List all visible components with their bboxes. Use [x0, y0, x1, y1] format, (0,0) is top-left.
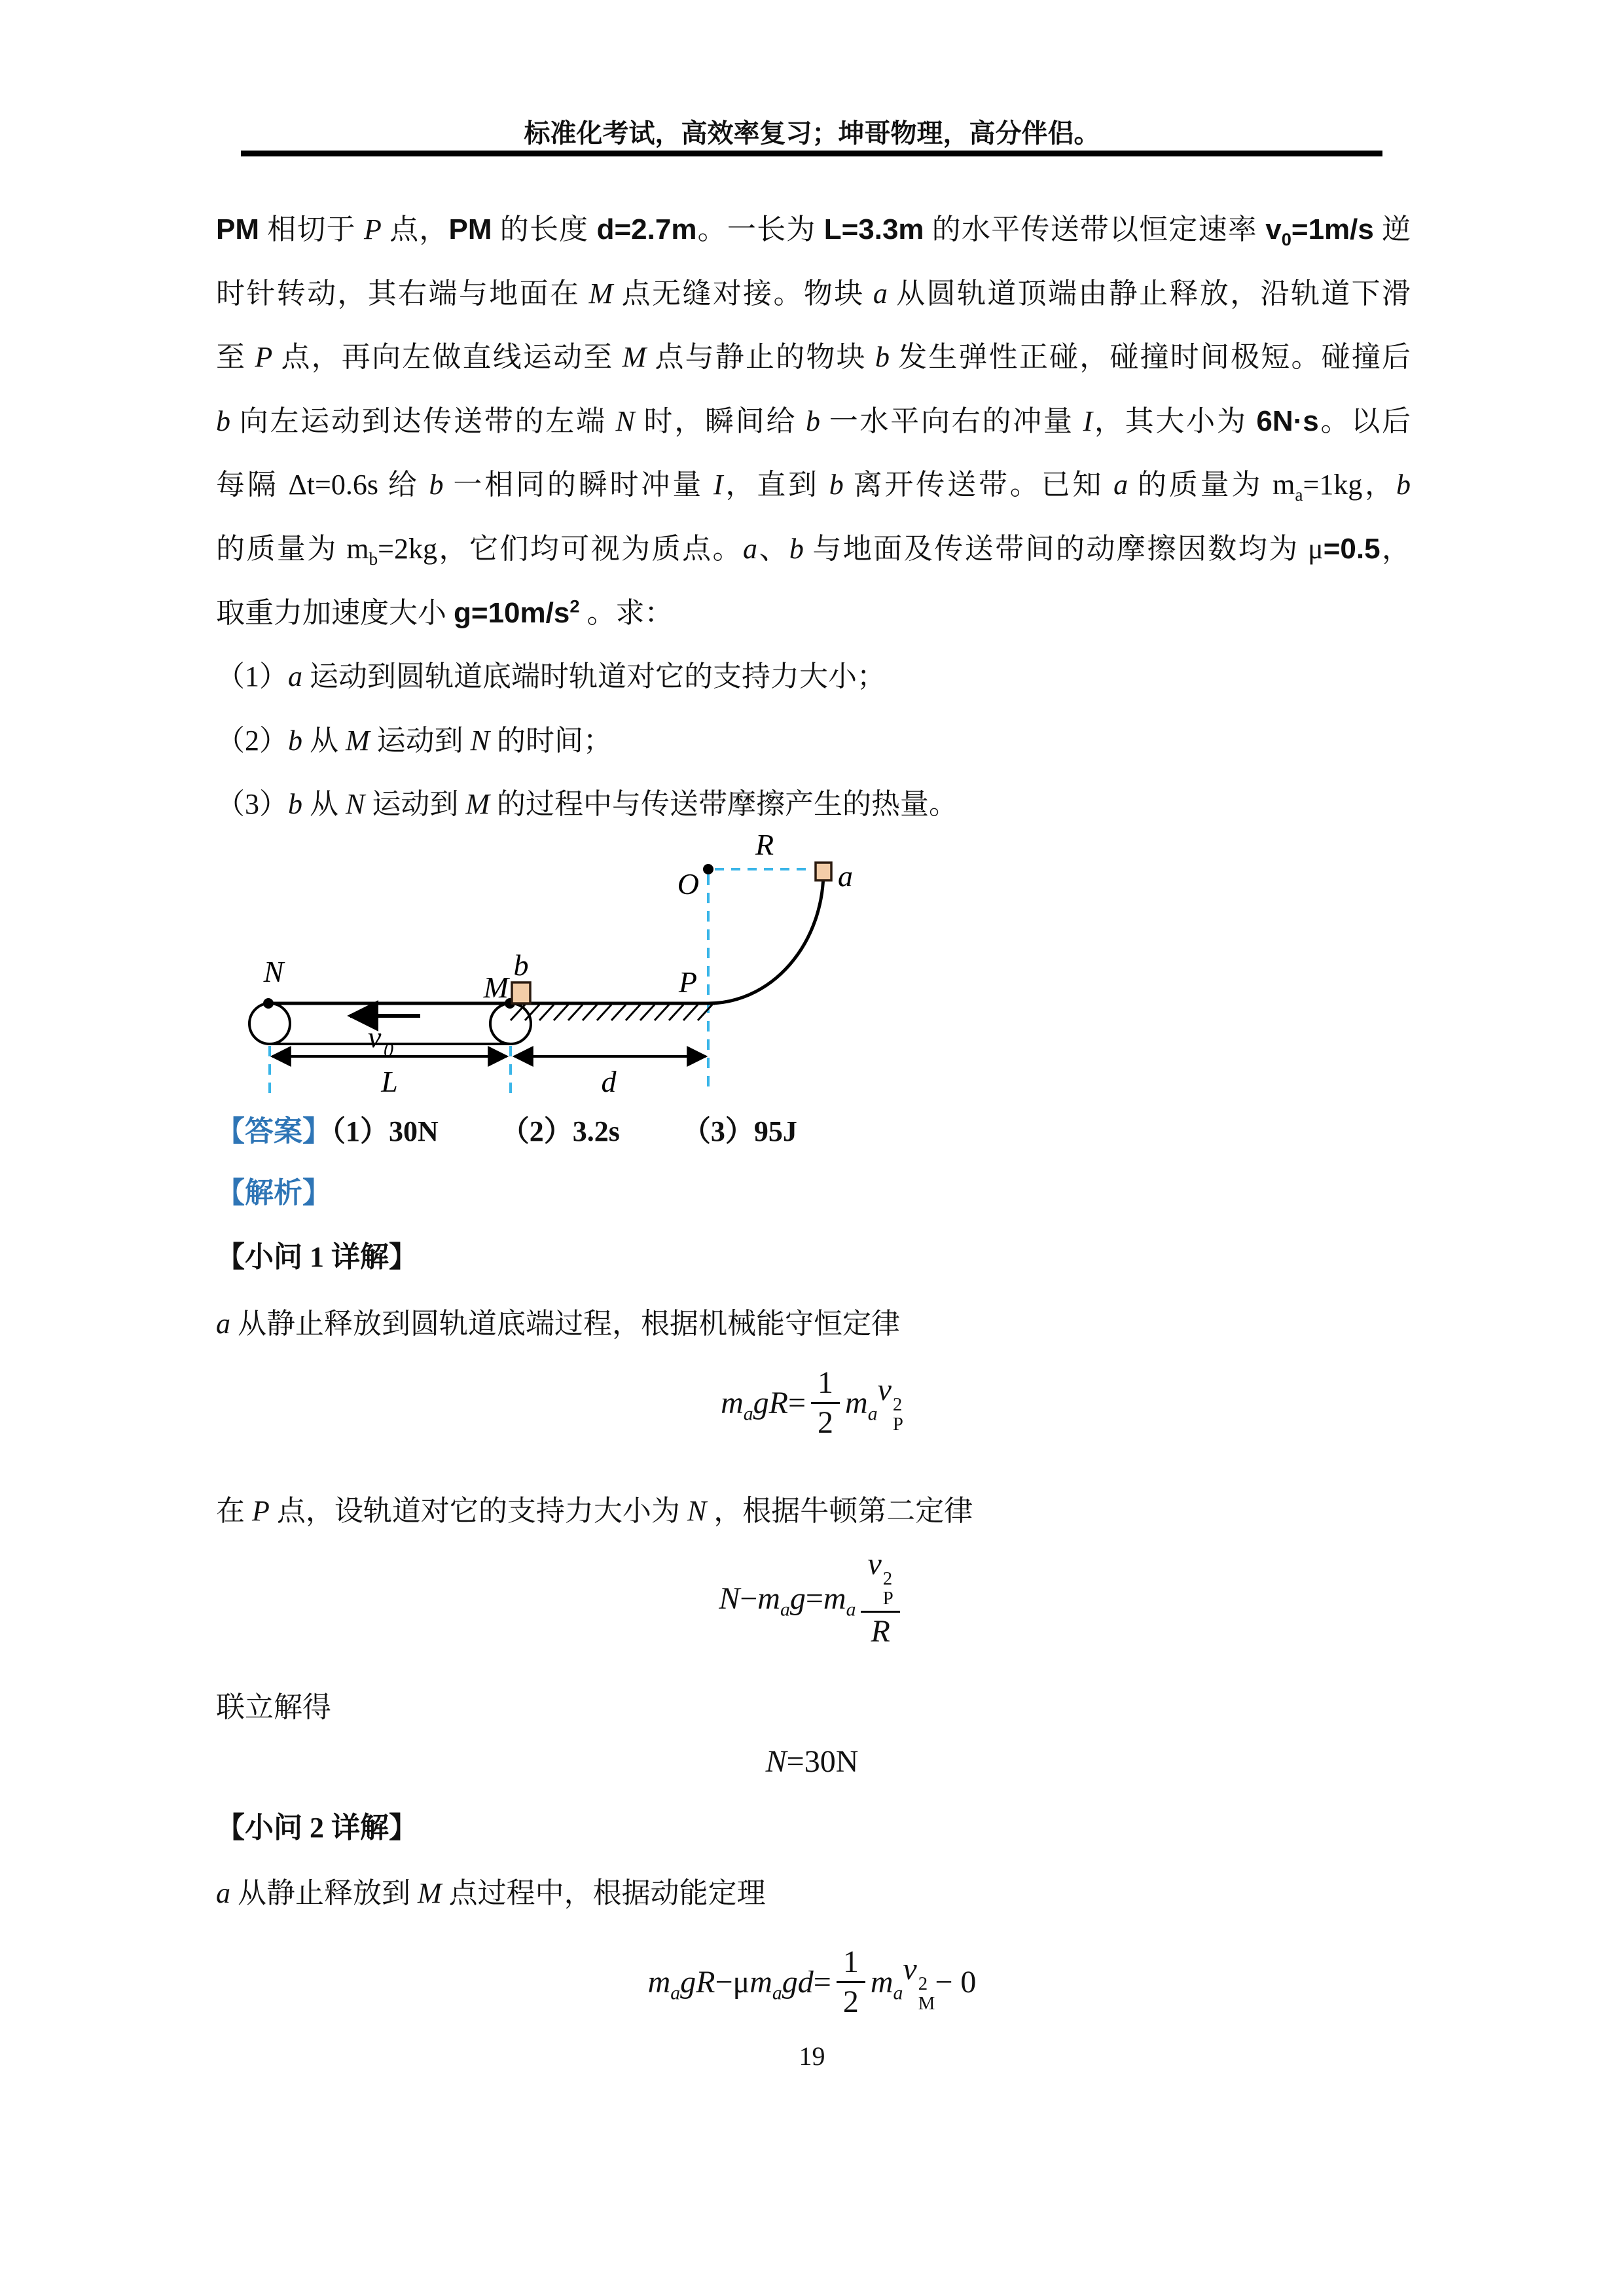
problem-line-1: PM 相切于 P 点，PM 的长度 d=2.7m。一长为 L=3.3m 的水平传送带以恒定速率 $v_0=1m/s$ 逆 — [216, 213, 1411, 249]
belt-roller-right — [490, 1003, 531, 1044]
answer-item-1: （1）30N — [331, 1115, 439, 1147]
physics-setup-figure — [216, 823, 936, 1098]
problem-line-7: 取重力加速度大小 $g=10m/s^2$ 。求： — [216, 596, 674, 629]
subquestion-1-title: 【小问 1 详解】 — [216, 1241, 418, 1273]
answer-item-2: （2）3.2s — [500, 1115, 620, 1147]
figure-label-M: M — [483, 971, 509, 1004]
problem-line-4: b 向左运动到达传送带的左端 N 时，瞬间给 b 一水平向右的冲量 I，其大小为 6N·s。以后 — [216, 405, 1411, 437]
subquestion-2-title: 【小问 2 详解】 — [216, 1812, 418, 1844]
answer-row — [216, 1107, 859, 1149]
point-N-dot — [263, 998, 274, 1009]
formula-result-N: N = 30N — [765, 1744, 859, 1779]
formula-energy-conservation: $m_a$ gR = $\frac{1}{2}$ $m_a$ v 2 P — [721, 1365, 903, 1440]
formula-newton-second-law: N − $m_a$ g = $m_a$ v 2 P R — [0, 1539, 1624, 1657]
question-1: （1）a 运动到圆轨道底端时轨道对它的支持力大小； — [216, 660, 886, 692]
figure-label-O: O — [677, 867, 699, 901]
figure-label-v0: v — [368, 1020, 382, 1054]
solution-2-text-1: a 从静止释放到 M 点过程中，根据动能定理 — [216, 1877, 766, 1909]
solution-1-text-3: 联立解得 — [216, 1691, 331, 1723]
block-b — [512, 982, 530, 1003]
problem-line-2: 时针转动，其右端与地面在 M 点无缝对接。物块 a 从圆轨道顶端由静止释放，沿轨道下滑 — [216, 278, 1411, 310]
problem-line-5: 每隔 Δt=0.6s 给 b 一相同的瞬时冲量 I，直到 b 离开传送带。已知 a 的质量为 $m_a=1kg$，b — [216, 469, 1411, 505]
figure-label-d: d — [601, 1065, 617, 1098]
circular-arc-track — [708, 871, 823, 1003]
ground-hatching — [511, 1005, 712, 1020]
header-divider-line — [241, 151, 1382, 156]
belt-roller-left — [249, 1003, 290, 1044]
solution-1-text-1: a 从静止释放到圆轨道底端过程，根据机械能守恒定律 — [216, 1308, 900, 1340]
question-3: （3）b 从 N 运动到 M 的过程中与传送带摩擦产生的热量。 — [216, 788, 958, 820]
figure-label-N: N — [263, 955, 284, 988]
answer-label: 【答案】 — [216, 1115, 331, 1147]
question-2: （2）b 从 M 运动到 N 的时间； — [216, 725, 613, 757]
formula-work-energy-theorem: $m_a$ gR − μ $m_a$ gd = $\frac{1}{2}$ $m_a$ v 2 M − 0 — [647, 1944, 977, 2019]
answer-item-3: （3）95J — [681, 1115, 797, 1147]
analysis-label: 【解析】 — [216, 1177, 331, 1209]
block-a — [816, 863, 831, 880]
figure-label-a: a — [838, 859, 853, 893]
figure-label-R: R — [755, 828, 774, 861]
figure-label-b: b — [513, 948, 529, 982]
problem-line-3: 至 P 点，再向左做直线运动至 M 点与静止的物块 b 发生弹性正碰，碰撞时间极短。碰撞后 — [216, 341, 1411, 373]
solution-1-text-2: 在 P 点，设轨道对它的支持力大小为 N ，根据牛顿第二定律 — [216, 1495, 973, 1527]
problem-line-6: 的质量为 $m_b=2kg$，它们均可视为质点。a、b 与地面及传送带间的动摩擦因数均为 μ=0.5， — [216, 533, 1411, 569]
figure-label-P: P — [678, 965, 697, 999]
figure-label-L: L — [381, 1065, 398, 1098]
figure-label-v0-sub: 0 — [384, 1039, 393, 1061]
page-header-title: 标准化考试，高效率复习；坤哥物理，高分伴侣。 — [524, 119, 1100, 148]
page-number: 19 — [799, 2041, 825, 2071]
point-O-dot — [703, 864, 713, 874]
